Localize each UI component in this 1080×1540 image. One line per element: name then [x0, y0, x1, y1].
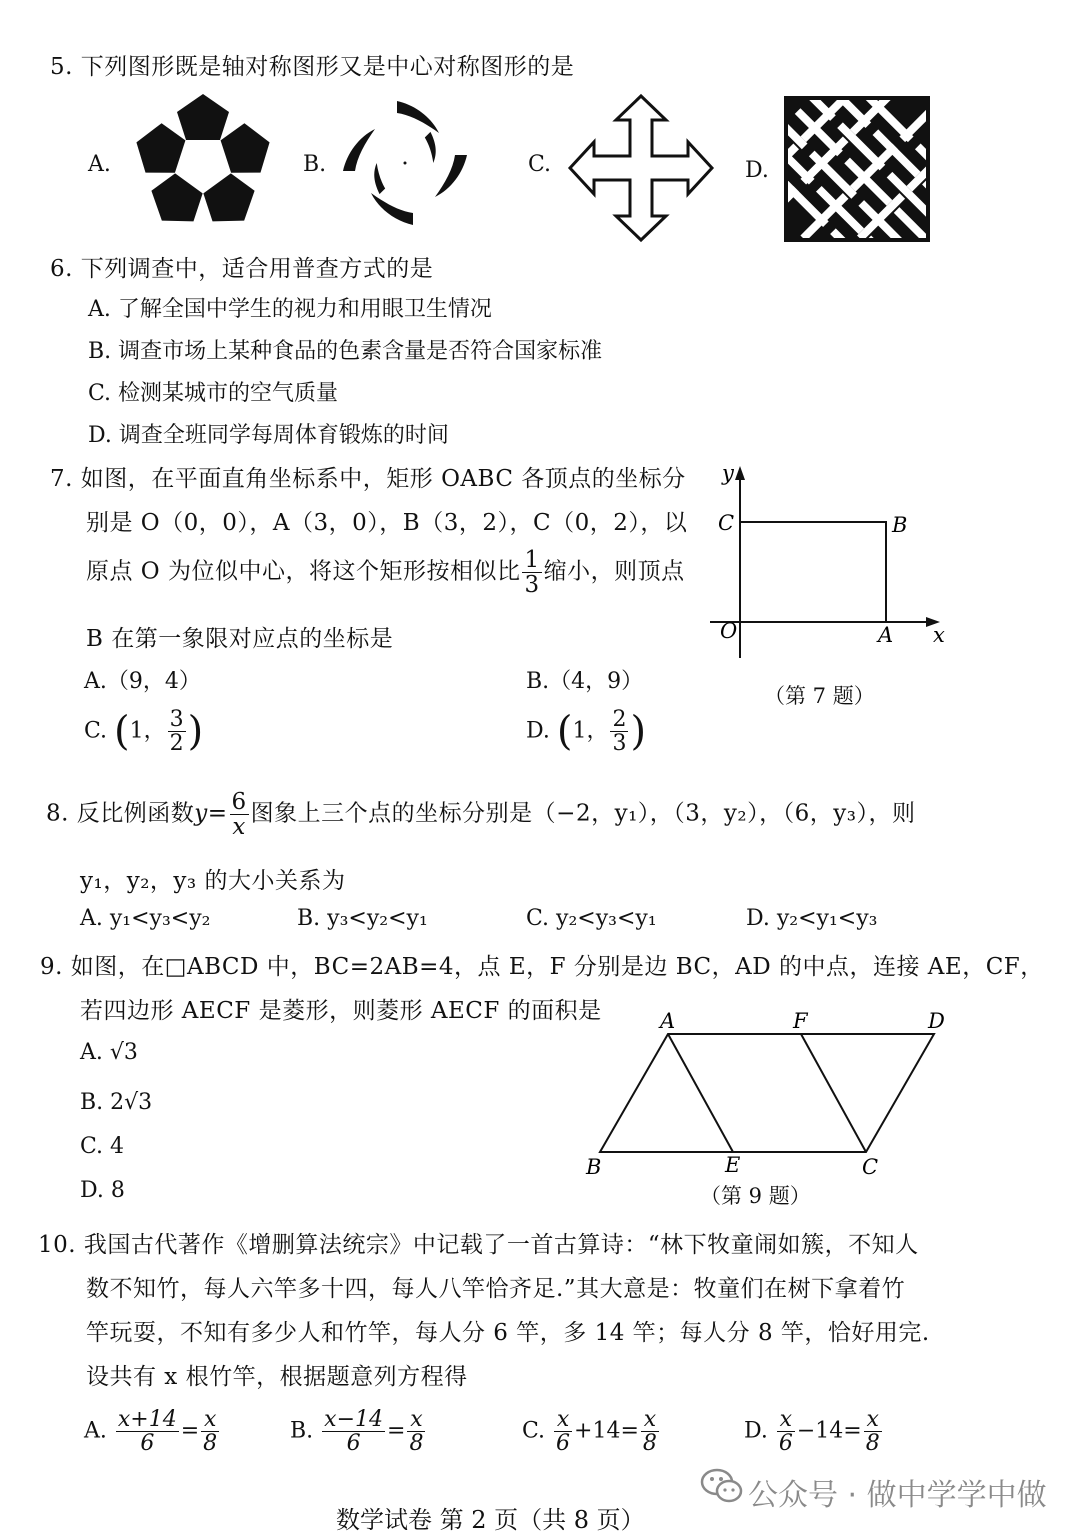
- q7-option-c-denominator: 2: [169, 731, 184, 757]
- q7-line-1: 7. 如图，在平面直角坐标系中，矩形 OABC 各顶点的坐标分: [50, 466, 686, 492]
- point-label-c: C: [862, 1155, 879, 1179]
- parallelogram-abcd: [600, 1034, 934, 1152]
- q10-option-c-left-fraction: [554, 1408, 572, 1455]
- q7-option-b[interactable]: B.（4，9）: [526, 669, 644, 694]
- y-axis-arrow-icon: [735, 466, 745, 480]
- page-footer: 数学试卷 第 2 页（共 8 页）: [336, 1506, 645, 1534]
- q9-caption: （第 9 题）: [700, 1184, 811, 1208]
- q6-option-c[interactable]: C. 检测某城市的空气质量: [88, 381, 339, 406]
- ratio-denominator: 3: [524, 572, 540, 599]
- q10-option-b[interactable]: [290, 1408, 427, 1455]
- q7-line-3-pre: 原点 O 为位似中心，将这个矩形按相似比: [86, 558, 521, 585]
- q10-option-d-right-fraction: [864, 1408, 882, 1455]
- watermark-text: 公众号 · 做中学学中做: [748, 1478, 1047, 1513]
- q10-option-d[interactable]: [744, 1408, 884, 1455]
- q10-line-1: 10. 我国古代著作《增删算法统宗》中记载了一首古算诗：“林下牧童闹如簇，不知人: [38, 1232, 919, 1258]
- numerator: x: [201, 1408, 219, 1432]
- denominator: 8: [203, 1431, 218, 1457]
- q6-option-d[interactable]: D. 调查全班同学每周体育锻炼的时间: [88, 423, 449, 448]
- q7-option-d-label: D.: [526, 718, 550, 744]
- segment-cf: [801, 1034, 866, 1152]
- point-label-d: D: [928, 1009, 945, 1033]
- q7-option-d-fraction: [610, 708, 628, 755]
- q8-option-a[interactable]: A. y₁<y₃<y₂: [80, 906, 211, 931]
- q8-option-b[interactable]: B. y₃<y₂<y₁: [297, 906, 428, 931]
- ratio-fraction: [522, 548, 541, 597]
- four-way-arrow-figure: [566, 92, 716, 244]
- q8-line-1: [46, 790, 916, 839]
- q9-option-b[interactable]: B. 2√3: [80, 1090, 153, 1115]
- denominator: 6: [140, 1431, 155, 1457]
- numerator: x−14: [324, 1407, 384, 1432]
- numerator: x: [864, 1408, 882, 1432]
- q5-option-a-label[interactable]: A.: [88, 152, 111, 177]
- q10-line-2: 数不知竹，每人六竿多十四，每人八竿恰齐足.”其大意是：牧童们在树下拿着竹: [86, 1276, 906, 1302]
- q7-line-4: B 在第一象限对应点的坐标是: [86, 626, 394, 652]
- left-paren-icon: (: [114, 708, 130, 755]
- q8-denominator: x: [232, 814, 246, 841]
- q5-option-d-label[interactable]: D.: [745, 158, 769, 183]
- q7-option-c-x: 1，: [129, 718, 166, 744]
- q6-stem: 6. 下列调查中，适合用普查方式的是: [50, 256, 434, 282]
- q8-option-d[interactable]: D. y₂<y₁<y₃: [746, 906, 878, 931]
- rectangle-oabc: [740, 522, 886, 622]
- point-label-e: E: [725, 1153, 741, 1177]
- q7-option-d-denominator: 3: [612, 731, 627, 757]
- right-paren-icon: ): [187, 708, 204, 755]
- q7-option-c-label: C.: [84, 718, 108, 744]
- point-label-f: F: [793, 1009, 808, 1033]
- q9-option-a[interactable]: A. √3: [80, 1040, 138, 1065]
- q6-option-b[interactable]: B. 调查市场上某种食品的色素含量是否符合国家标准: [88, 339, 603, 364]
- numerator: x: [554, 1408, 572, 1432]
- q7-line-2: 别是 O（0，0），A（3，0），B（3，2），C（0，2），以: [86, 510, 688, 536]
- q8-pre: 8. 反比例函数: [46, 800, 195, 827]
- q6-option-a[interactable]: A. 了解全国中学生的视力和用眼卫生情况: [88, 297, 492, 322]
- q9-option-c[interactable]: C. 4: [80, 1134, 125, 1159]
- swirl-blades-figure: [335, 88, 475, 238]
- q7-option-d-numerator: 2: [612, 707, 627, 732]
- point-label-c: C: [718, 511, 735, 535]
- q10-option-a-right-fraction: [201, 1408, 219, 1455]
- axis-label-y: y: [722, 461, 734, 485]
- q7-line-3-post: 缩小，则顶点: [543, 558, 685, 585]
- point-label-b: B: [586, 1155, 602, 1179]
- denominator: 6: [778, 1431, 793, 1457]
- q8-post: 图象上三个点的坐标分别是（−2，y₁），（3，y₂），（6，y₃），则: [250, 800, 916, 827]
- q8-function-fraction: [230, 790, 249, 839]
- q10-option-b-right-fraction: [407, 1408, 425, 1455]
- q7-coordinate-figure: [700, 458, 960, 668]
- q10-option-b-left-fraction: [322, 1408, 385, 1455]
- numerator: x: [777, 1408, 795, 1432]
- wechat-icon: [700, 1466, 744, 1506]
- operator: =: [180, 1418, 200, 1444]
- point-label-b: B: [892, 513, 908, 537]
- q5-option-c-label[interactable]: C.: [528, 152, 552, 177]
- woven-square-figure: [784, 96, 930, 242]
- denominator: 8: [642, 1431, 657, 1457]
- numerator: x: [407, 1408, 425, 1432]
- operator: =: [387, 1418, 406, 1444]
- q10-option-d-left-fraction: [777, 1408, 795, 1455]
- q10-line-3: 竿玩耍，不知有多少人和竹竿，每人分 6 竿，多 14 竿；每人分 8 竿，恰好用完.: [86, 1320, 930, 1346]
- right-paren-icon: ): [630, 708, 647, 755]
- denominator: 8: [409, 1431, 424, 1457]
- q8-option-c[interactable]: C. y₂<y₃<y₁: [526, 906, 657, 931]
- point-label-o: O: [720, 619, 738, 643]
- q8-y-eq: y=: [194, 800, 228, 827]
- q7-option-c-numerator: 3: [169, 707, 184, 732]
- q5-stem: 5. 下列图形既是轴对称图形又是中心对称图形的是: [50, 54, 575, 80]
- q9-line-1: 9. 如图，在□ABCD 中，BC=2AB=4，点 E，F 分别是边 BC，AD 的中点，连接 AE，CF，: [40, 954, 1044, 980]
- q7-option-d[interactable]: [526, 708, 646, 755]
- denominator: 6: [346, 1431, 361, 1457]
- q9-line-2: 若四边形 AECF 是菱形，则菱形 AECF 的面积是: [80, 998, 602, 1024]
- q10-option-c[interactable]: [522, 1408, 661, 1455]
- left-paren-icon: (: [556, 708, 573, 755]
- q7-caption: （第 7 题）: [764, 684, 875, 708]
- q10-option-a[interactable]: [84, 1408, 221, 1455]
- operator: +14=: [574, 1418, 639, 1444]
- q10-option-c-label: C.: [522, 1418, 546, 1444]
- q7-line-3: [86, 548, 685, 597]
- operator: −14=: [796, 1418, 862, 1444]
- q7-option-c-fraction: [168, 708, 186, 755]
- point-label-a: A: [660, 1009, 676, 1033]
- segment-ae: [668, 1034, 733, 1152]
- q7-option-c[interactable]: [84, 708, 203, 755]
- q7-option-a[interactable]: A.（9，4）: [84, 669, 201, 694]
- q8-numerator: 6: [231, 789, 247, 815]
- q10-option-a-left-fraction: [116, 1408, 179, 1455]
- q8-line-2: y₁，y₂，y₃ 的大小关系为: [80, 868, 346, 894]
- numerator: x: [641, 1408, 659, 1432]
- denominator: 6: [556, 1431, 571, 1457]
- axis-label-x: x: [933, 623, 945, 647]
- q9-parallelogram-figure: [580, 1006, 960, 1182]
- q10-option-d-label: D.: [744, 1418, 768, 1444]
- q10-option-b-label: B.: [290, 1418, 314, 1444]
- ratio-numerator: 1: [524, 547, 540, 573]
- q9-option-d[interactable]: D. 8: [80, 1178, 125, 1203]
- denominator: 8: [865, 1431, 880, 1457]
- numerator: x+14: [117, 1407, 177, 1432]
- q5-option-b-label[interactable]: B.: [303, 152, 327, 177]
- q10-option-a-label: A.: [84, 1418, 107, 1444]
- q7-option-d-x: 1，: [572, 718, 609, 744]
- q10-option-c-right-fraction: [641, 1408, 659, 1455]
- pentagon-ring-figure: [118, 88, 288, 238]
- q10-line-4: 设共有 x 根竹竿，根据题意列方程得: [86, 1364, 468, 1390]
- point-label-a: A: [878, 623, 894, 647]
